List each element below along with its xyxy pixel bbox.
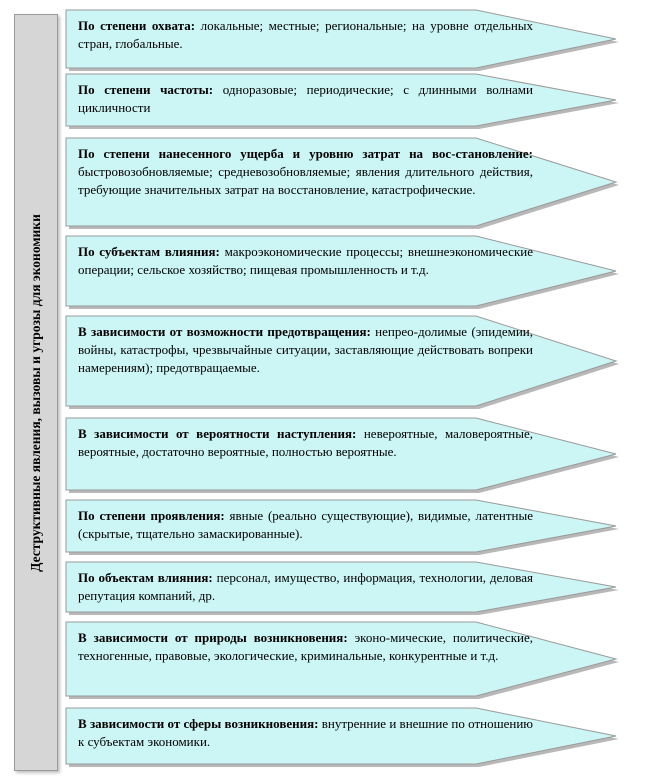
item-text: эконо-мические, политические, техногенные, правовые, экологические, криминальные, конкурентные и т.д. xyxy=(78,630,533,663)
item-text: непрео-долимые (эпидемии, войны, катастрофы, чрезвычайные ситуации, заставляющие действовать вопреки намерениям); предотвращаемые. xyxy=(78,324,533,375)
item-heading: По субъектам влияния: xyxy=(78,244,220,259)
item-heading: В зависимости от сферы возникновения: xyxy=(78,716,319,731)
item-heading: По степени нанесенного ущерба и уровню затрат на вос-становление: xyxy=(78,146,533,161)
item-heading: В зависимости от вероятности наступления: xyxy=(78,426,357,441)
item-heading: По степени проявления: xyxy=(78,508,225,523)
classification-item-6 xyxy=(66,418,616,490)
sidebar-title: Деструктивные явления, вызовы и угрозы для экономики xyxy=(28,213,43,572)
item-heading: По степени охвата: xyxy=(78,18,196,33)
classification-item-9 xyxy=(66,622,616,696)
item-text: быстровозобновляемые; средневозобновляемые; явления длительного действия, требующие значительных затрат на восстановление, катастрофические. xyxy=(78,164,533,197)
item-text: локальные; местные; региональные; на уровне отдельных стран, глобальные. xyxy=(78,18,534,51)
item-heading: В зависимости от возможности предотвращения: xyxy=(78,324,371,339)
classification-item-8 xyxy=(66,562,616,612)
classification-item-2 xyxy=(66,74,616,126)
item-heading: По объектам влияния: xyxy=(78,570,213,585)
classification-item-4 xyxy=(66,236,616,306)
item-text: персонал, имущество, информация, технологии, деловая репутация компаний, др. xyxy=(78,570,533,603)
classification-item-10 xyxy=(66,708,616,764)
item-text: явные (реально существующие), видимые, латентные (скрытые, тщательно замаскированные). xyxy=(78,508,533,541)
item-text: одноразовые; периодические; с длинными волнами цикличности xyxy=(78,82,533,115)
classification-item-1 xyxy=(66,10,616,68)
classification-item-5 xyxy=(66,316,616,406)
item-heading: В зависимости от природы возникновения: xyxy=(78,630,348,645)
item-text: невероятные, маловероятные, вероятные, достаточно вероятные, полностью вероятные. xyxy=(78,426,533,459)
classification-item-3 xyxy=(66,138,616,226)
classification-item-7 xyxy=(66,500,616,552)
item-text: макроэкономические процессы; внешнеэкономические операции; сельское хозяйство; пищевая промышленность и т.д. xyxy=(78,244,534,277)
item-heading: По степени частоты: xyxy=(78,82,214,97)
item-text: внутренние и внешние по отношению к субъектам экономики. xyxy=(78,716,533,749)
